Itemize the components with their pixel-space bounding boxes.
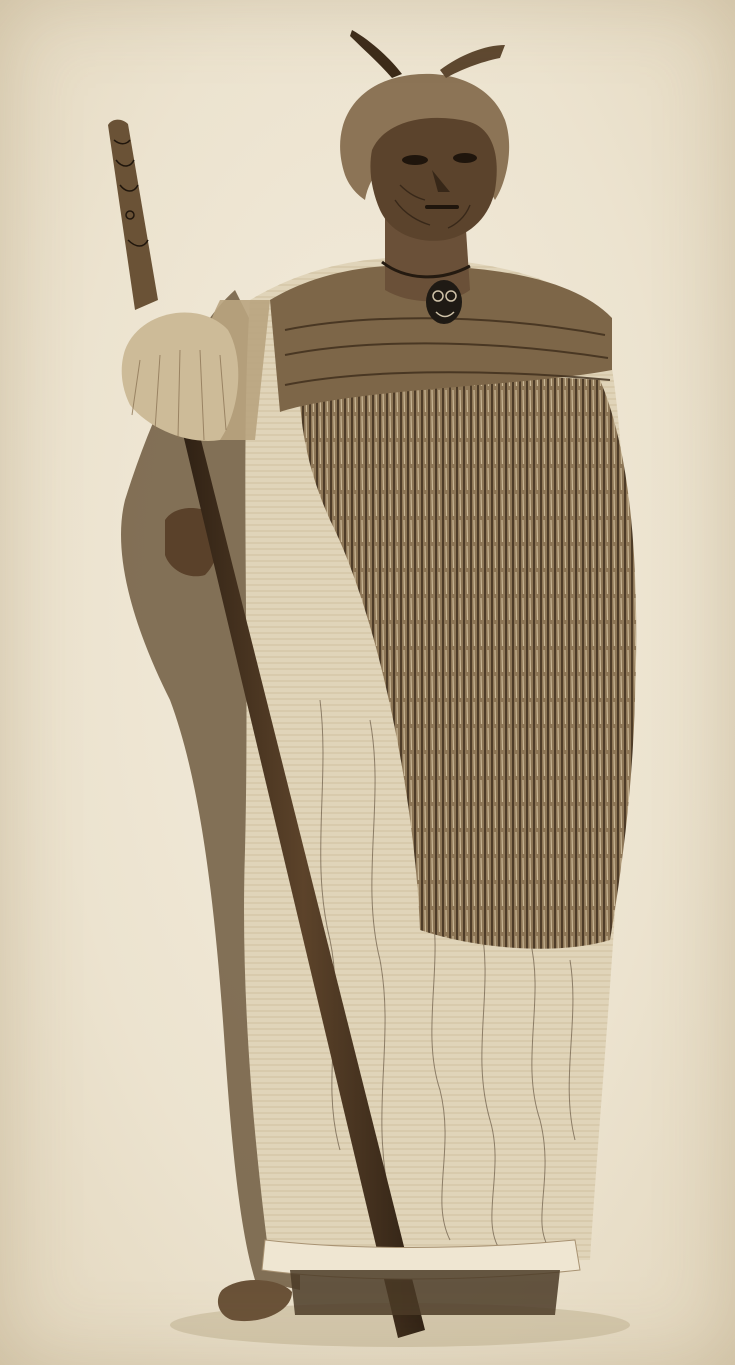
hei-tiki-pendant [426,280,462,324]
lower-fringe [290,1270,560,1315]
face [370,118,496,241]
hair-feather-right [440,45,505,78]
hair-feather-left [350,30,402,78]
staff-carved-head [108,120,158,310]
staff-feather-tuft [122,313,239,441]
